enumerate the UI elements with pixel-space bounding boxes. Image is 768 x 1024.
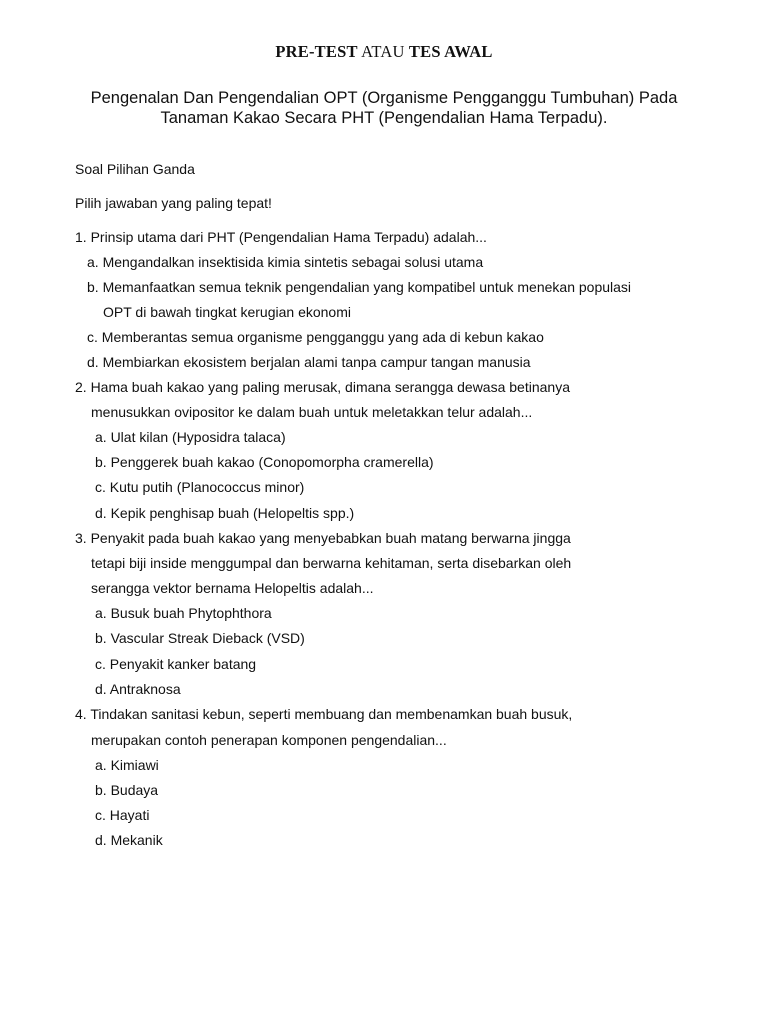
question-text-continuation: tetapi biji inside menggumpal dan berwarna kehitaman, serta disebarkan oleh <box>91 555 572 571</box>
subtitle-line-1: Pengenalan Dan Pengendalian OPT (Organisme Pengganggu Tumbuhan) Pada <box>90 89 678 107</box>
instruction-text: Pilih jawaban yang paling tepat! <box>75 195 272 211</box>
page-subtitle <box>60 88 708 128</box>
option-a: a. Kimiawi <box>95 757 159 773</box>
option-c: c. Kutu putih (Planococcus minor) <box>95 479 305 495</box>
section-label: Soal Pilihan Ganda <box>75 161 195 177</box>
option-d: d. Membiarkan ekosistem berjalan alami tanpa campur tangan manusia <box>87 354 531 370</box>
option-a: a. Busuk buah Phytophthora <box>95 605 272 621</box>
option-d: d. Antraknosa <box>95 681 181 697</box>
option-d: d. Kepik penghisap buah (Helopeltis spp.) <box>95 505 355 521</box>
question-text-continuation: serangga vektor bernama Helopeltis adalah... <box>91 580 374 596</box>
question-text: 4. Tindakan sanitasi kebun, seperti membuang dan membenamkan buah busuk, <box>75 706 573 722</box>
option-c: c. Memberantas semua organisme pengganggu yang ada di kebun kakao <box>87 329 544 345</box>
page-title <box>0 42 768 62</box>
option-b: b. Budaya <box>95 782 159 798</box>
option-b: b. Penggerek buah kakao (Conopomorpha cramerella) <box>95 454 434 470</box>
option-b-continuation: OPT di bawah tingkat kerugian ekonomi <box>103 304 351 320</box>
question-text-continuation: menusukkan ovipositor ke dalam buah untuk meletakkan telur adalah... <box>91 404 533 420</box>
option-a: a. Ulat kilan (Hyposidra talaca) <box>95 429 286 445</box>
option-b: b. Vascular Streak Dieback (VSD) <box>95 630 305 646</box>
question-text: 1. Prinsip utama dari PHT (Pengendalian Hama Terpadu) adalah... <box>75 229 487 245</box>
option-c: c. Penyakit kanker batang <box>95 656 257 672</box>
question-text-continuation: merupakan contoh penerapan komponen pengendalian... <box>91 732 447 748</box>
title-atau: ATAU <box>361 42 405 61</box>
subtitle-line-2: Tanaman Kakao Secara PHT (Pengendalian Hama Terpadu). <box>160 109 608 127</box>
question-text: 2. Hama buah kakao yang paling merusak, dimana serangga dewasa betinanya <box>75 379 570 395</box>
option-c: c. Hayati <box>95 807 150 823</box>
option-a: a. Mengandalkan insektisida kimia sintetis sebagai solusi utama <box>87 254 484 270</box>
option-b: b. Memanfaatkan semua teknik pengendalian yang kompatibel untuk menekan populasi <box>87 279 632 295</box>
option-d: d. Mekanik <box>95 832 163 848</box>
title-pretest: PRE-TEST <box>275 42 358 61</box>
title-tes-awal: TES AWAL <box>408 42 493 61</box>
question-text: 3. Penyakit pada buah kakao yang menyebabkan buah matang berwarna jingga <box>75 530 571 546</box>
